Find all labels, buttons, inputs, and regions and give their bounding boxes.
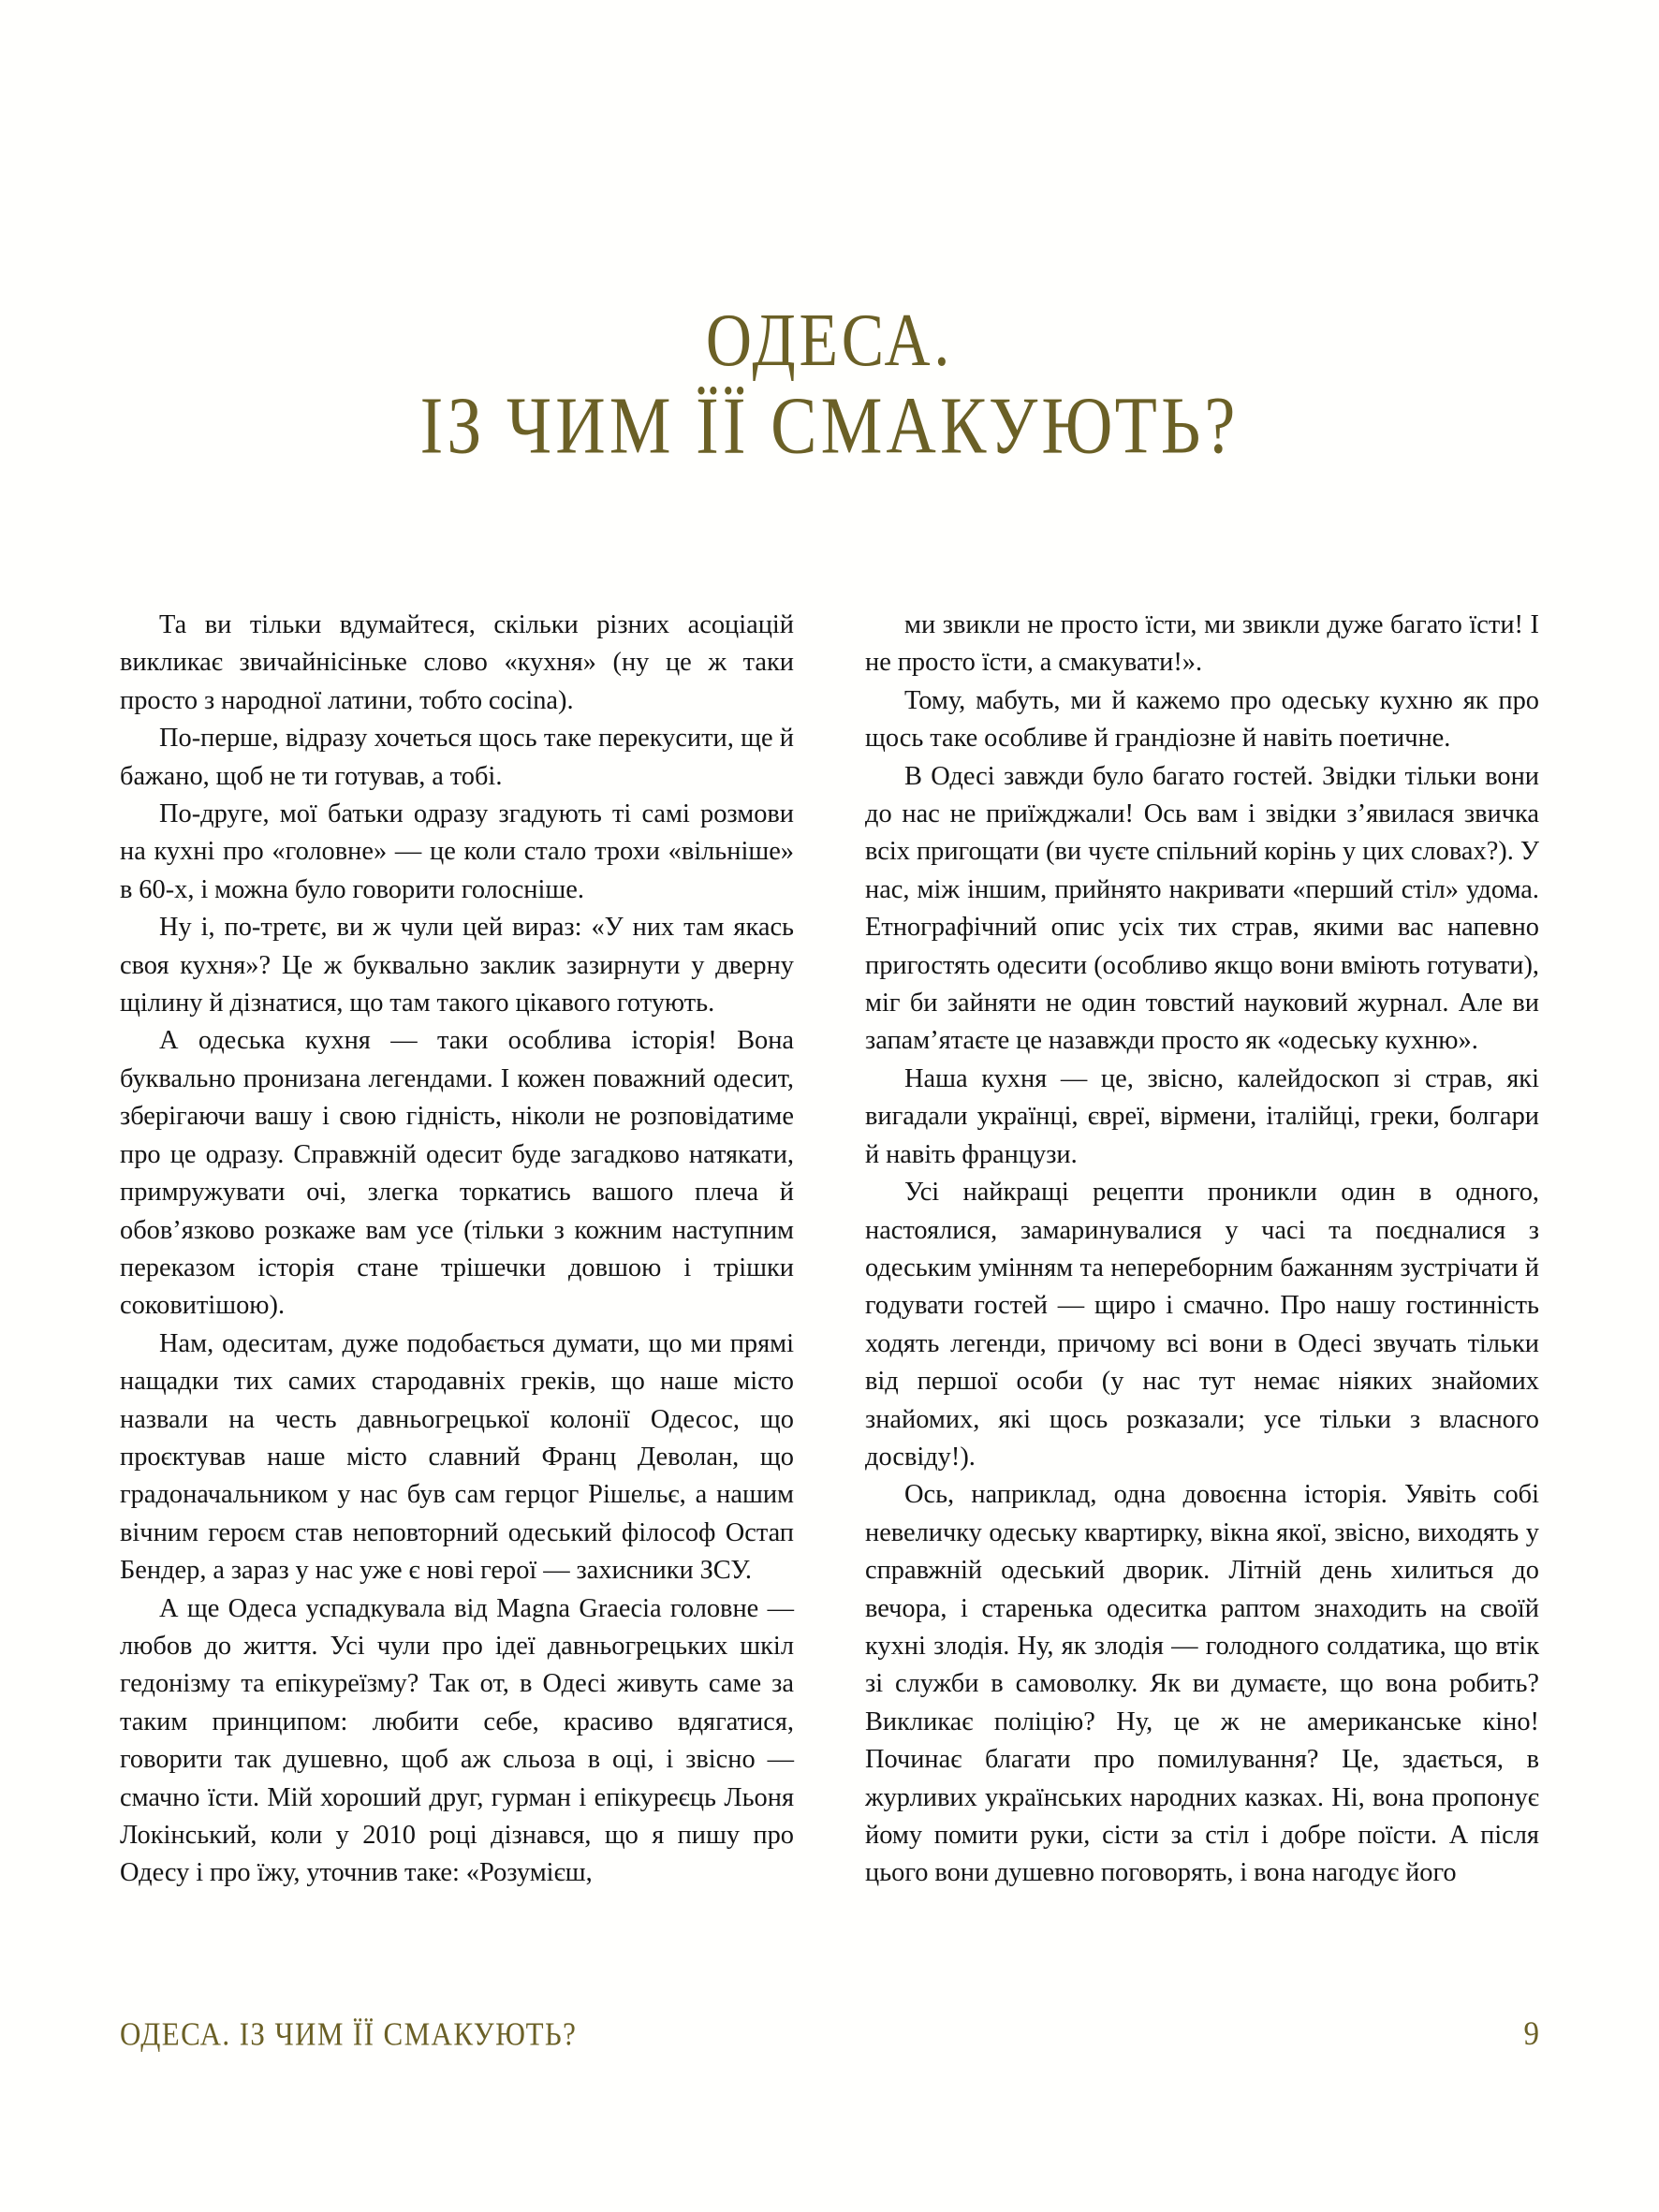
page-title-line-2: ІЗ ЧИМ ЇЇ СМАКУЮТЬ? <box>419 381 1240 472</box>
paragraph: Тому, мабуть, ми й кажемо про одеську кухню як про щось таке особливе й грандіозне й навіть поетичне. <box>865 685 1539 754</box>
page-title <box>0 298 1659 472</box>
left-column <box>120 607 794 1893</box>
footer-running-title: ОДЕСА. ІЗ ЧИМ ЇЇ СМАКУЮТЬ? <box>120 2014 578 2053</box>
body-columns <box>120 607 1539 1893</box>
paragraph: Нам, одеситам, дуже подобається думати, що ми прямі нащадки тих самих стародавніх греків, що наше місто назвали на честь давньогрецької колонії Одесос, що проєктував наше місто славний Франц Деволан, що градоначальником у нас був сам герцог Рішельє, а нашим вічним героєм став неповторний одеський філософ Остап Бендер, а зараз у нас уже є нові герої — захисники ЗСУ. <box>120 1328 794 1586</box>
right-column <box>865 607 1539 1893</box>
paragraph: Наша кухня — це, звісно, калейдоскоп зі страв, які вигадали українці, євреї, вірмени, італійці, греки, болгари й навіть французи. <box>865 1063 1539 1169</box>
footer-page-number: 9 <box>1523 2015 1539 2053</box>
page-title-line-1: ОДЕСА. <box>705 298 954 382</box>
paragraph: В Одесі завжди було багато гостей. Звідки тільки вони до нас не приїжджали! Ось вам і звідки з’явилася звичка всіх пригощати (ви чуєте спільний корінь у цих словах?). У нас, між іншим, прийнято накривати «перший стіл» удома. Етнографічний опис усіх тих страв, якими вас напевно пригостять одесити (особливо якщо вони вміють готувати), міг би зайняти не один товстий науковий журнал. Але ви запам’ятаєте це назавжди просто як «одеську кухню». <box>865 761 1539 1056</box>
paragraph: Та ви тільки вдумайтеся, скільки різних асоціацій викликає звичайнісіньке слово «кухня» (ну це ж таки просто з народної латини, тобто cocina). <box>120 610 794 715</box>
paragraph: Ось, наприклад, одна довоєнна історія. Уявіть собі невеличку одеську квартирку, вікна якої, звісно, виходять у справжній одеський дворик. Літній день хилиться до вечора, і старенька одеситка раптом знаходить на своїй кухні злодія. Ну, як злодія — голодного солдатика, що втік зі служби в самоволку. Як ви думаєте, що вона робить? Викликає поліцію? Ну, це ж не американське кіно! Починає благати про помилування? Це, здається, в журливих українських народних казках. Ні, вона пропонує йому помити руки, сісти за стіл і добре поїсти. А після цього вони душевно поговорять, і вона нагодує його <box>865 1480 1539 1888</box>
paragraph: Ну і, по-третє, ви ж чули цей вираз: «У них там якась своя кухня»? Це ж буквально заклик зазирнути у дверну щілину й дізнатися, що там такого цікавого готують. <box>120 913 794 1018</box>
paragraph: По-друге, мої батьки одразу згадують ті самі розмови на кухні про «головне» — це коли стало трохи «вільніше» в 60-х, і можна було говорити голосніше. <box>120 799 794 904</box>
page-footer <box>120 2014 1539 2053</box>
paragraph: А ще Одеса успадкувала від Magna Graecia головне — любов до життя. Усі чули про ідеї давньогрецьких шкіл гедонізму та епікуреїзму? Так от, в Одесі живуть саме за таким принципом: любити себе, красиво вдягатися, говорити так душевно, щоб аж сльоза в оці, і звісно — смачно їсти. Мій хороший друг, гурман і епікуреєць Льоня Локінський, коли у 2010 році дізнався, що я пишу про Одесу і про їжу, уточнив таке: «Розумієш, <box>120 1593 794 1888</box>
paragraph: Усі найкращі рецепти проникли один в одного, настоялися, замаринувалися у часі та поєдналися з одеським умінням та непереборним бажанням зустрічати й годувати гостей — щиро і смачно. Про нашу гостинність ходять легенди, причому всі вони в Одесі звучать тільки від першої особи (у нас тут немає ніяких знайомих знайомих, які щось розказали; усе тільки з власного досвіду!). <box>865 1178 1539 1472</box>
paragraph: А одеська кухня — таки особлива історія! Вона буквально пронизана легендами. І кожен поважний одесит, зберігаючи вашу і свою гідність, ніколи не розповідатиме про це одразу. Справжній одесит буде загадково натякати, примружувати очі, злегка торкатись вашого плеча й обов’язково розкаже вам усе (тільки з кожним наступним переказом історія стане трішечки довшою і трішки соковитішою). <box>120 1026 794 1321</box>
paragraph: ми звикли не просто їсти, ми звикли дуже багато їсти! І не просто їсти, а смакувати!». <box>865 610 1539 678</box>
paragraph: По-перше, відразу хочеться щось таке перекусити, ще й бажано, щоб не ти готував, а тобі. <box>120 724 794 791</box>
